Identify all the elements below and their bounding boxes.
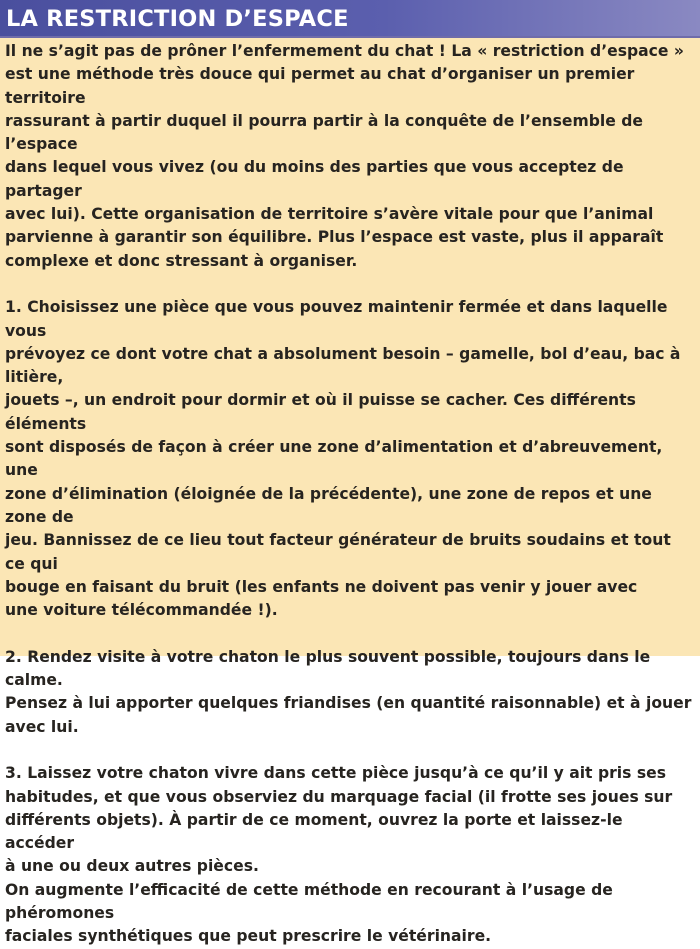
intro-paragraph: Il ne s’agit pas de prôner l’enfermement du chat ! La « restriction d’espace » est une méthode très douce qui permet au chat d’organiser un premier territoire rassurant à partir duquel il pourra partir à la conquête de l’ensemble de l’espace dans lequel vous vivez (ou du moins des parties que vous acceptez de partager avec lui). Cette organisation de territoire s’avère vitale pour que l’animal parvienne à garantir son équilibre. Plus l’espace est vaste, plus il apparaît complexe et donc stressant à organiser. bbox=[5, 42, 685, 270]
step-1-paragraph: 1. Choisissez une pièce que vous pouvez maintenir fermée et dans laquelle vous prévoyez ce dont votre chat a absolument besoin – gamelle, bol d’eau, bac à litière, jouets –, un endroit pour dormir et où il puisse se cacher. Ces différents éléments sont disposés de façon à créer une zone d’alimentation et d’abreuvement, une zone d’élimination (éloignée de la précédente), une zone de repos et une zone de jeu. Bannissez de ce lieu tout facteur générateur de bruits soudains et tout ce qui bouge en faisant du bruit (les enfants ne doivent pas venir y jouer avec une voiture télécommandée !). bbox=[5, 298, 681, 620]
step-3-paragraph: 3. Laissez votre chaton vivre dans cette pièce jusqu’à ce qu’il y ait pris ses habitudes, et que vous observiez du marquage facial (il frotte ses joues sur différents objets). À partir de ce moment, ouvrez la porte et laissez-le accéder à une ou deux autres pièces. On augmente l’efficacité de cette méthode en recourant à l’usage de phéromones faciales synthétiques que peut prescrire le vétérinaire. bbox=[5, 764, 673, 946]
box-title: LA RESTRICTION D’ESPACE bbox=[6, 6, 349, 32]
box-body bbox=[5, 40, 695, 949]
step-2-paragraph: 2. Rendez visite à votre chaton le plus souvent possible, toujours dans le calme. Pensez à lui apporter quelques friandises (en quantité raisonnable) et à jouer avec lui. bbox=[5, 647, 692, 736]
title-bar bbox=[0, 0, 700, 38]
